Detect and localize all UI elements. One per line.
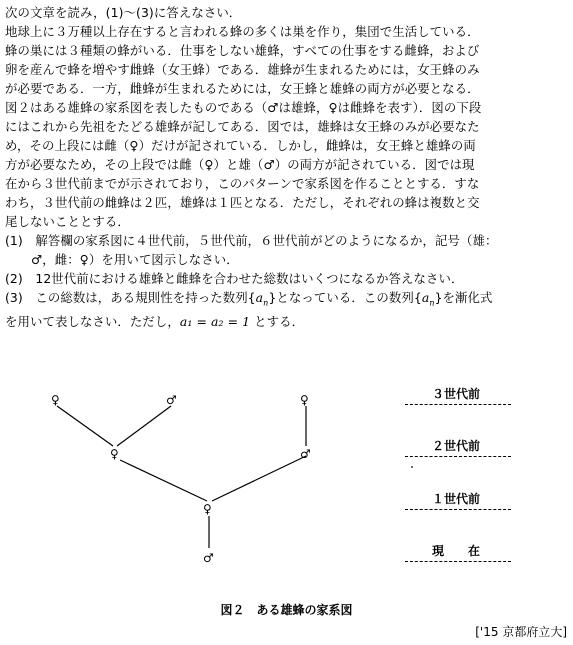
figure-caption: 図２ ある雄蜂の家系図: [220, 603, 353, 617]
seq-subscript: n: [263, 298, 269, 308]
seq-subscript-2: n: [429, 298, 435, 308]
generation-line: [405, 404, 511, 405]
question-3-line-2: [5, 312, 568, 331]
problem-line: 蜂の巣には３種類の蜂がいる．仕事をしない雄蜂，すべての仕事をする雌蜂，および: [5, 43, 480, 58]
question-2: (2) 12世代前における雄蜂と雌蜂を合わせた総数はいくつになるか答えなさい．: [5, 271, 464, 286]
edge: [120, 460, 207, 501]
generation-line: [405, 561, 511, 562]
problem-line: 次の文章を読み，(1)～(3)に答えなさい．: [5, 5, 242, 20]
q3-text-d: を用いて表しなさい．ただし，: [5, 314, 180, 330]
female-symbol: ♀: [300, 393, 309, 407]
female-symbol: ♀: [203, 502, 212, 516]
source-citation: ['15 京都府立大]: [475, 625, 567, 639]
generation-line: [405, 509, 511, 510]
q3-text-a: (3) この総数は，ある規則性を持った数列{: [5, 290, 256, 305]
problem-line: 方が必要なため，その上段では雌（♀）と雄（♂）の両方が記されている．図では現: [5, 157, 475, 172]
sequence-symbol: [255, 290, 269, 308]
edge: [117, 406, 171, 446]
generation-label-1: １世代前: [432, 492, 481, 506]
seq-letter: a: [255, 290, 264, 305]
problem-line: 地球上に３万種以上存在すると言われる蜂の多くは巣を作り，集団で生活している．: [5, 24, 480, 39]
generation-label-current: 現 在: [432, 544, 481, 558]
edge: [212, 456, 306, 501]
question-1-line-1: (1) 解答欄の家系図に４世代前，５世代前，６世代前がどのようになるか，記号（雄：: [5, 233, 498, 248]
problem-line: 図２はある雄蜂の家系図を表したものである（♂は雄蜂，♀は雌蜂を表す）．図の下段: [5, 100, 482, 115]
problem-line: め，その上段には雌（♀）だけが記されている．しかし，雌蜂は，女王蜂と雄蜂の両: [5, 138, 476, 153]
problem-line: にはこれから先祖をたどる雄蜂が記してある．図では，雄蜂は女王蜂のみが必要なた: [5, 119, 480, 134]
male-symbol: ♂: [166, 393, 177, 407]
edge: [57, 406, 113, 446]
generation-label-3: ３世代前: [432, 387, 481, 401]
q3-text-e: とする．: [250, 314, 305, 330]
q3-text-c: }を漸化式: [434, 290, 493, 305]
female-symbol: ♀: [110, 447, 119, 461]
generation-label-2: ２世代前: [432, 439, 481, 453]
problem-line: 尾しないこととする．: [5, 214, 130, 229]
tree-edges: [57, 406, 306, 548]
problem-line: 卵を産んで蜂を増やす雌蜂（女王蜂）である．雄蜂が生まれるためには，女王蜂のみ: [5, 62, 480, 77]
problem-text: [5, 3, 568, 331]
problem-line: が必要である．一方，雌蜂が生まれるためには，女王蜂と雄蜂の両方が必要となる．: [5, 81, 480, 96]
male-symbol: ♂: [300, 447, 311, 461]
female-symbol: ♀: [51, 393, 60, 407]
sequence-symbol-2: [421, 290, 435, 308]
male-symbol: ♂: [203, 551, 214, 565]
question-3-line-1: [5, 288, 568, 312]
initial-condition: a₁ = a₂ = 1: [179, 314, 251, 330]
question-1-line-2: ♂，雌：♀）を用いて図示しなさい．: [31, 252, 239, 267]
problem-line: 在から３世代前までが示されており，このパターンで家系図を作ることとする．すな: [5, 176, 480, 191]
generation-line: [405, 456, 511, 457]
stray-dot: [411, 466, 413, 468]
seq-letter-2: a: [421, 290, 430, 305]
problem-line: わち，３世代前の雌蜂は２匹，雄蜂は１匹となる．ただし，それぞれの蜂は複数と交: [5, 195, 480, 210]
q3-text-b: }となっている．この数列{: [268, 290, 422, 305]
